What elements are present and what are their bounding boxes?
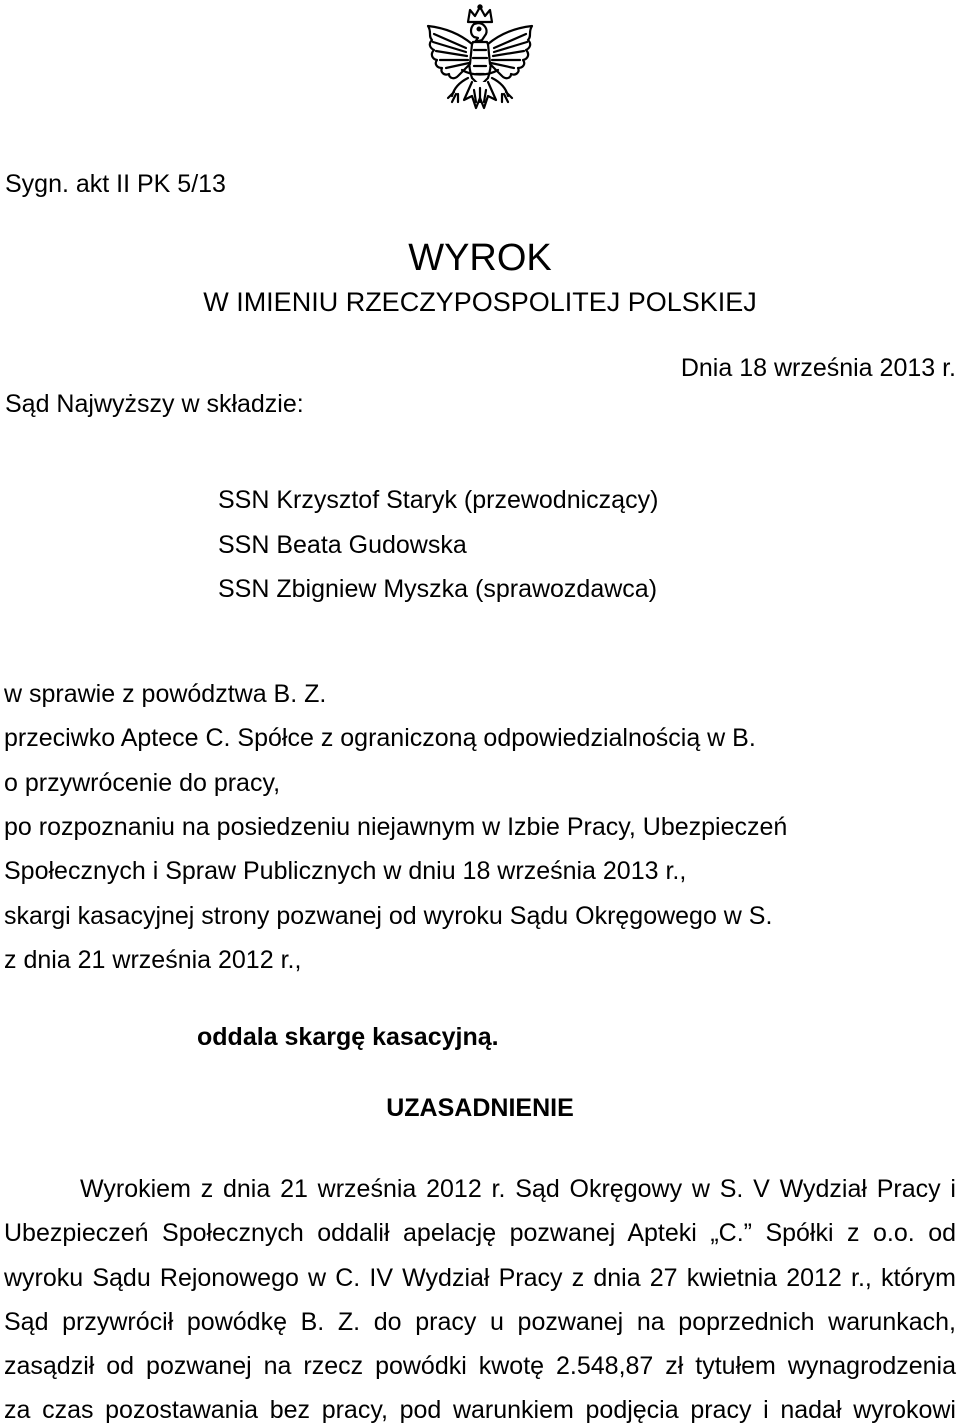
case-line-plaintiff: w sprawie z powództwa B. Z. <box>4 680 327 708</box>
polish-eagle-emblem-icon <box>418 4 542 126</box>
case-line-hearing: po rozpoznaniu na posiedzeniu niejawnym w Izbie Pracy, Ubezpieczeń <box>4 813 788 841</box>
justification-line: Sąd przywrócił powódkę B. Z. do pracy u pozwanej na poprzednich warunkach, <box>4 1308 956 1336</box>
justification-line: Wyrokiem z dnia 21 września 2012 r. Sąd Okręgowy w S. V Wydział Pracy i <box>80 1175 956 1203</box>
case-line-hearing-cont: Społecznych i Spraw Publicznych w dniu 18 września 2013 r., <box>4 857 687 885</box>
document-title: WYROK <box>408 237 552 279</box>
judge-member: SSN Beata Gudowska <box>218 531 467 559</box>
justification-line: zasądził od pozwanej na rzecz powódki kwotę 2.548,87 zł tytułem wynagrodzenia <box>4 1352 956 1380</box>
verdict: oddala skargę kasacyjną. <box>197 1023 499 1051</box>
justification-line: Ubezpieczeń Społecznych oddalił apelację pozwanej Apteki „C.” Spółki z o.o. od <box>4 1219 956 1247</box>
document-subtitle: W IMIENIU RZECZYPOSPOLITEJ POLSKIEJ <box>203 287 757 317</box>
case-line-appeal-date: z dnia 21 września 2012 r., <box>4 946 302 974</box>
case-line-subject: o przywrócenie do pracy, <box>4 769 281 797</box>
justification-line: za czas pozostawania bez pracy, pod warunkiem podjęcia pracy i nadał wyrokowi <box>4 1396 956 1424</box>
judge-presiding: SSN Krzysztof Staryk (przewodniczący) <box>218 486 659 514</box>
judgment-date: Dnia 18 września 2013 r. <box>680 354 956 382</box>
court-composition-label: Sąd Najwyższy w składzie: <box>5 390 304 418</box>
judge-rapporteur: SSN Zbigniew Myszka (sprawozdawca) <box>218 575 658 603</box>
case-line-defendant: przeciwko Aptece C. Spółce z ograniczoną odpowiedzialnością w B. <box>4 724 756 752</box>
justification-line: wyroku Sądu Rejonowego w C. IV Wydział Pracy z dnia 27 kwietnia 2012 r., którym <box>4 1264 956 1292</box>
case-signature: Sygn. akt II PK 5/13 <box>5 170 226 198</box>
justification-heading: UZASADNIENIE <box>386 1094 574 1122</box>
case-line-appeal: skargi kasacyjnej strony pozwanej od wyroku Sądu Okręgowego w S. <box>4 902 773 930</box>
